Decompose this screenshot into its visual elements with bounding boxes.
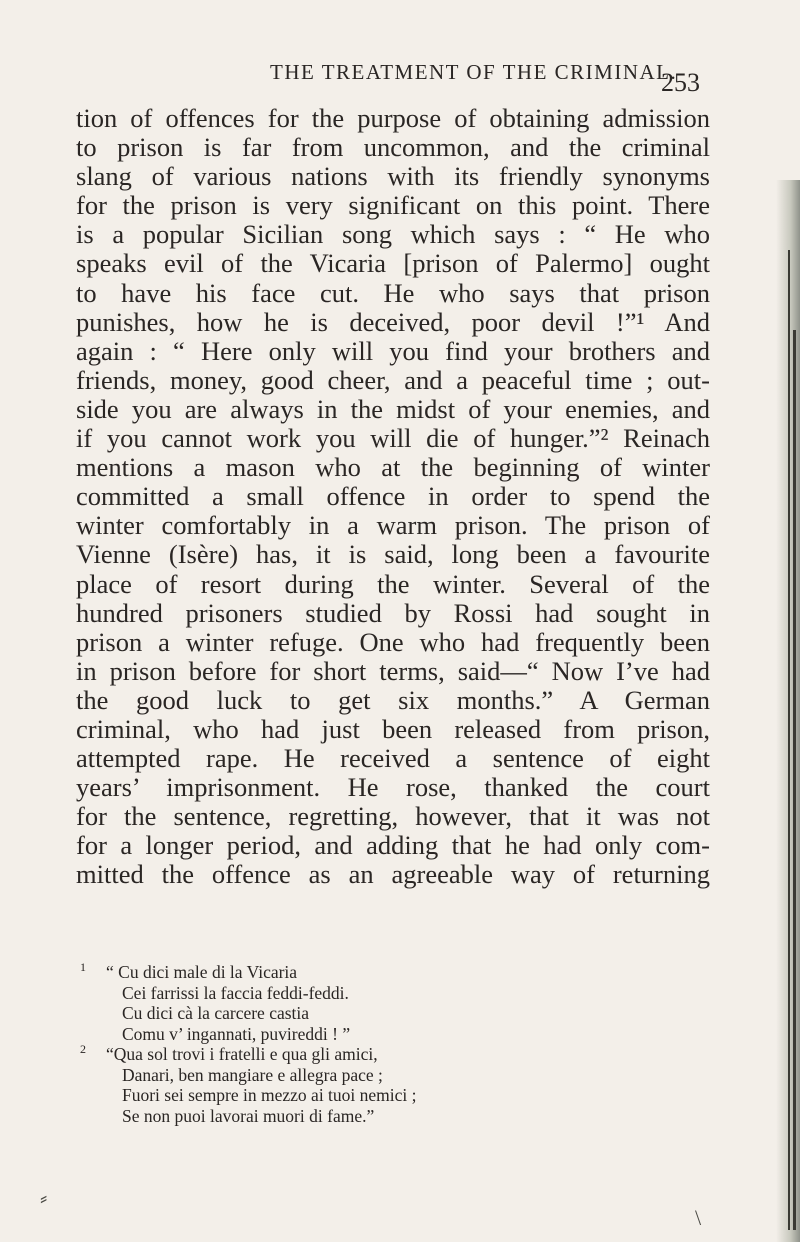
body-text (76, 104, 710, 890)
body-line: winter comfortably in a warm prison. The prison of (76, 510, 710, 541)
body-line: if you cannot work you will die of hunger.”² Reinach (76, 423, 710, 454)
body-line: place of resort during the winter. Several of the (76, 568, 710, 599)
scan-mark: \ (695, 1205, 702, 1230)
body-line: attempted rape. He received a sentence of eight (76, 743, 710, 774)
page-edge-line (793, 330, 796, 1230)
page-number: 253 (661, 68, 700, 97)
footnote-line: Comu v’ ingannati, puvireddi ! ” (122, 1023, 351, 1044)
body-line: friends, money, good cheer, and a peaceful time ; out- (76, 364, 710, 395)
body-line: years’ imprisonment. He rose, thanked the court (76, 772, 710, 803)
body-line: for a longer period, and adding that he had only com- (76, 830, 710, 861)
footnote-line: Cei farrissi la faccia feddi-feddi. (122, 982, 349, 1003)
footnote-2 (80, 1042, 656, 1065)
footnote-line: “Qua sol trovi i fratelli e qua gli amici, (106, 1044, 378, 1064)
body-line: hundred prisoners studied by Rossi had sought in (76, 597, 710, 628)
footnote-marker: 1 (80, 960, 86, 974)
body-line: mentions a mason who at the beginning of winter (76, 452, 710, 483)
body-line: to prison is far from uncommon, and the criminal (76, 132, 710, 163)
footnote-line: “ Cu dici male di la Vicaria (106, 962, 298, 982)
body-line: for the sentence, regretting, however, that it was not (76, 801, 710, 832)
body-line: the good luck to get six months.” A German (76, 684, 710, 715)
running-header (270, 60, 700, 97)
body-line: committed a small offence in order to spend the (76, 481, 710, 512)
body-line: to have his face cut. He who says that prison (76, 277, 710, 308)
body-line: for the prison is very significant on this point. There (76, 190, 710, 221)
running-title: THE TREATMENT OF THE CRIMINAL. (270, 60, 678, 84)
body-line: in prison before for short terms, said—“ Now I’ve had (76, 655, 710, 686)
footnote-line: Se non puoi lavorai muori di fame.” (122, 1105, 375, 1126)
body-line: punishes, how he is deceived, poor devil !”¹ And (76, 306, 710, 337)
footnote-line: Fuori sei sempre in mezzo ai tuoi nemici ; (122, 1085, 417, 1105)
body-line: again : “ Here only will you find your brothers and (76, 335, 710, 366)
body-line: is a popular Sicilian song which says : “ He who (76, 219, 710, 250)
body-line: side you are always in the midst of your enemies, and (76, 393, 710, 424)
body-line: mitted the offence as an agreeable way of returning (76, 859, 710, 890)
body-line: tion of offences for the purpose of obtaining admission (76, 103, 710, 133)
footnotes (80, 960, 656, 1126)
body-line: criminal, who had just been released from prison, (76, 713, 710, 744)
footnote-1 (80, 960, 656, 983)
body-line: Vienne (Isère) has, it is said, long been a favourite (76, 539, 710, 570)
footnote-line: Cu dici cà la carcere castia (122, 1003, 310, 1023)
scan-mark: ⸗ (40, 1185, 48, 1210)
body-line: speaks evil of the Vicaria [prison of Palermo] ought (76, 248, 710, 279)
footnote-line: Danari, ben mangiare e allegra pace ; (122, 1064, 383, 1085)
body-line: slang of various nations with its friendly synonyms (76, 161, 710, 192)
page-edge-line (788, 250, 790, 1230)
footnote-marker: 2 (80, 1042, 86, 1056)
body-line: prison a winter refuge. One who had frequently been (76, 626, 710, 657)
